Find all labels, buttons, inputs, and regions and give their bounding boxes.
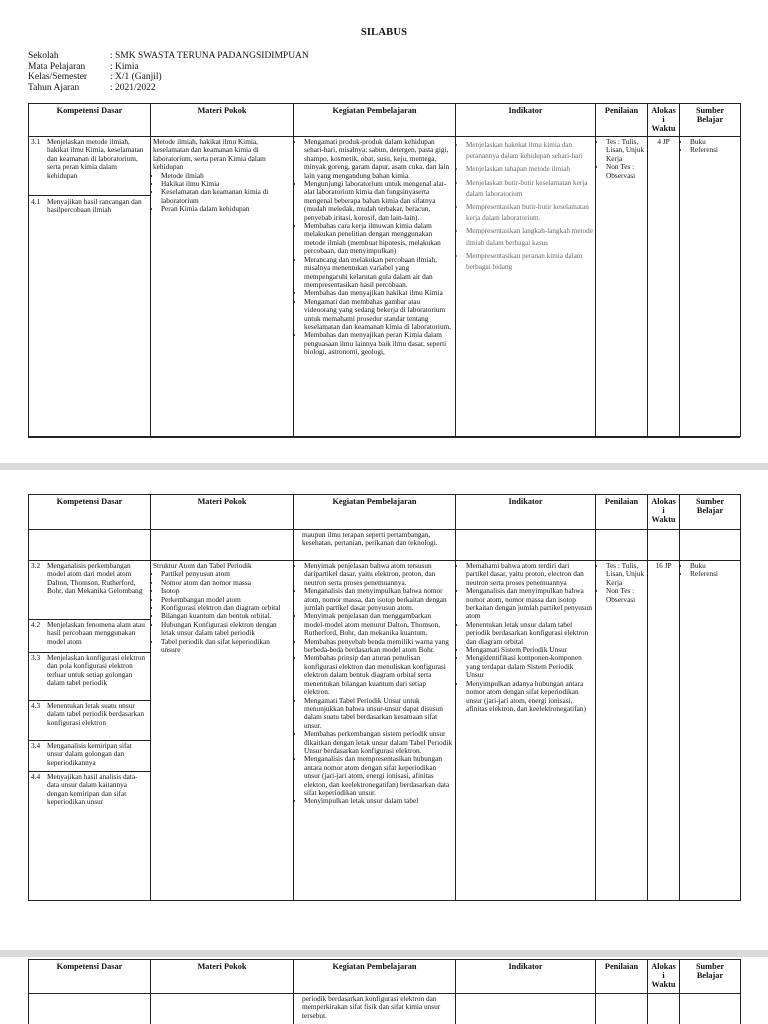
list-item: • Perkembangan model atom [161,596,291,604]
cell-alokasi-waktu: 16 JP [648,561,680,901]
cell-empty [648,994,680,1024]
list-item: • Tabel periodik dan sifat keperiodikan unsure [161,638,291,655]
cell-alokasi-waktu: 4 JP [648,137,680,437]
meta-label: Sekolah [28,51,59,61]
kd-text: Menentukan letak suatu unsur dalam tabel periodik berdasarkan konfigurasi elektron [47,701,145,727]
meta-value: : 2021/2022 [110,82,156,93]
kd-item [29,741,150,772]
header-kegiatan-pembelajaran: Kegiatan Pembelajaran [294,960,456,994]
list-item: • Isotop [161,587,291,595]
header-indikator: Indikator [456,960,596,994]
list-item: • Menyimpulkan adanya hubungan antara nomor atom dengan sifat keperiodikan unsur (jari-jari atom, energi ionisasi, afinitas elektron, dan keelektronegatifan) [466,680,593,714]
pen-list [598,562,645,604]
list-item: • Buku [690,562,738,570]
cell-empty [151,994,294,1024]
kd-number: 3.3 [31,653,41,662]
header-sumber-belajar: Sumber Belajar [680,495,741,530]
table-row [29,137,741,437]
cell-indikator [456,561,596,901]
kd-text: Menyajikan hasil analisis data-data unsur dalam kaitannya dengan kemiripan dan sifat keperiodikan unsur [47,772,138,807]
meta-value: : SMK SWASTA TERUNA PADANGSIDIMPUAN [110,51,309,61]
list-item: • Bilangan kuantum dan bentuk orbital. [161,612,291,620]
carryover-row [29,530,741,561]
page-1 [0,0,768,463]
header-alokasi-waktu: Alokas i Waktu [648,960,680,994]
header-kegiatan-pembelajaran: Kegiatan Pembelajaran [294,104,456,137]
header-indikator: Indikator [456,104,596,137]
mp-intro: Struktur Atom dan Tabel Periodik [153,561,252,570]
kd-number: 4.4 [31,772,41,781]
list-item: • Membahas dan menyajikan hakikat ilmu Kimia [304,289,453,297]
list-item: • Referensi [690,570,738,578]
sum-list [682,562,738,579]
header-kompetensi-dasar: Kompetensi Dasar [29,495,151,530]
meta-value: : X/1 (Ganjil) [110,72,162,82]
kd-text: Menyajikan hasil rancangan dan hasilpercobaan ilmiah [47,197,142,215]
mp-intro: Metode ilmiah, hakikat ilmu Kimia, keselamatan dan keamanan kimia di laboratorium, serta peran Kimia dalam kehidupan [153,137,266,172]
cell-empty [456,530,596,561]
list-item: • Menentukan letak unsur dalam tabel periodik berdasarkan konfigurasi elektron dan diagram orbital [466,621,593,646]
list-item: • Keselamatan dan keamanan kimia di laboratorium [161,188,291,205]
header-penilaian: Penilaian [596,104,648,137]
header-materi-pokok: Materi Pokok [151,495,294,530]
list-item: • Partikel penyusun atom [161,570,291,578]
cell-penilaian [596,137,648,437]
list-item: • Mempresentasikan butir-butir keselamatan kerja dalam laboratorium. [466,202,593,224]
list-item: • Membahas cara kerja ilmuwan kimia dalam melakukan penelitian dengan menggunakan metode ilmiah (membuat hipotesis, melakukan percobaan, dan menyimpulkan) [304,222,453,256]
table-bottom-rule [28,437,740,438]
kd-item [29,772,150,808]
header-materi-pokok: Materi Pokok [151,104,294,137]
cell-empty [648,530,680,561]
kd-text: Menganalisis perkembangan model atom dari model atom Dalton, Thomson, Rutherford, Bohr, dan Mekanika Gelombang [47,561,143,596]
kd-text: Menjelaskan fenomena alam atau hasil percobaan menggunakan model atom [47,620,145,646]
list-item: • Menyimak penjelasan bahwa atom tersusun daripartikel dasar, yaitu elektron, proton, dan neutron serta proses penemuannya. [304,562,453,587]
kd-text: Menganalisis kemiripan sifat unsur dalam golongan dan keperiodikannya [47,741,132,767]
header-kegiatan-pembelajaran: Kegiatan Pembelajaran [294,495,456,530]
list-item: • Peran Kimia dalam kehidupan [161,205,291,213]
list-item: • Membahas dan menyajikan peran Kimia dalam penguasaan ilmu lainnya baik ilmu dasar, seperti biologi, astronomi, geologi, [304,331,453,356]
syllabus-table-2 [28,494,741,901]
cell-empty [596,530,648,561]
list-item: • Referensi [690,146,738,154]
kd-item [29,653,150,701]
list-item: • Merancang dan melakukan percobaan ilmiah, misalnya menentukan variabel yang mempengaruhi kelarutan gula dalam air dan mempresentasikan hasil percobaan. [304,256,453,290]
kd-item [29,620,150,653]
list-item: • Membahas prinsip dan aturan penulisan konfigurasi elektron dan menuliskan konfigurasi elektron dalam bentuk diagram orbital serta menentukan bilangan kuantum dari setiap elektron. [304,654,453,696]
cell-materi-pokok [151,137,294,437]
cell-sumber-belajar [680,561,741,901]
cell-kompetensi-dasar [29,137,151,437]
table-header-row [29,495,741,530]
list-item: • Menjelaskan hakekat ilmu kimia dan peranannya dalam kehidupan sehari-hari [466,140,593,162]
list-item: • Nomor atom dan nomor massa [161,579,291,587]
kd-item [29,137,150,196]
table-row [29,561,741,901]
list-item: • Menganalisis dan menyimpulkan bahwa nomor atom, nomor massa dan isotop berkaitan dengan jumlah partikel penyusun atom [466,587,593,621]
cell-kegiatan-carryover: periodik berdasarkan konfigurasi elektron dan memperkirakan sifat fisik dan sifat kimia unsur tersebut. [294,994,456,1024]
list-item: • Hubungan Konfigurasi elektron dengan letak unsur dalam tabel periodik [161,621,291,638]
cell-sumber-belajar [680,137,741,437]
syllabus-table-3 [28,959,741,1024]
meta-value: : Kimia [110,61,139,72]
cell-empty [151,530,294,561]
list-item: • Menganalisis dan menyimpulkan bahwa nomor atom, nomor massa, dan isotop berkaitan dengan jumlah partikel dasar penyusun atom. [304,587,453,612]
page-2 [0,470,768,950]
cell-indikator [456,137,596,437]
mp-list [153,172,291,214]
meta-row-class [28,72,309,83]
header-kompetensi-dasar: Kompetensi Dasar [29,960,151,994]
kd-item [29,561,150,620]
list-item: • Mengamati Tabel Periodik Unsur untuk menunjukkan bahwa unsur-unsur dapat disusun dalam suatu tabel berdasarkan kesamaan sifat unsur. [304,697,453,731]
list-item: • Mengamati dan membahas gambar atau videoorang yang sedang bekerja di laboratorium untuk memahami prosedur standar tentang keselamatan dan keamanan kimia di laboratorium. [304,298,453,332]
meta-label: Tahun Ajaran [28,82,80,93]
kd-text: Menjelaskan konfigurasi elektron dan pola konfigurasi elektron terluar untuk setiap golongan dalam tabel periodik [47,653,146,688]
document-meta [28,51,309,93]
list-item: • Menyimpulkan letak unsur dalam tabel [304,797,453,805]
header-sumber-belajar: Sumber Belajar [680,104,741,137]
cell-materi-pokok [151,561,294,901]
kd-text: Menjelaskan metode ilmiah, hakikat ilmu Kimia, keselamatan dan keamanan di laboratorium, serta peran kimia dalam kehidupan [47,137,144,180]
list-item: • Menjelaskan tahapan metode ilmiah [466,164,593,175]
meta-label: Kelas/Semester [28,72,88,82]
cell-penilaian [596,561,648,901]
cell-empty [680,994,741,1024]
table-header-row [29,104,741,137]
list-item: • Non Tes : Observasi [606,163,645,180]
cell-empty [680,530,741,561]
cell-empty [596,994,648,1024]
list-item: • Metode ilmiah [161,172,291,180]
cell-kegiatan-pembelajaran [294,561,456,901]
cell-kompetensi-dasar [29,561,151,901]
list-item: • Tes : Tulis, Lisan, Unjuk Kerja [606,138,645,163]
list-item: • Tes : Tulis, Lisan, Unjuk Kerja [606,562,645,587]
header-indikator: Indikator [456,495,596,530]
cell-kegiatan-carryover: maupun ilmu terapan seperti pertambangan, kesehatan, pertanian, perikanan dan teknologi. [294,530,456,561]
mp-list [153,570,291,654]
header-penilaian: Penilaian [596,960,648,994]
list-item: • Membahas perkembangan sistem periodik unsur dikaitkan dengan letak unsur dalam Tabel Periodik Unsur berdasarkan konfigurasi elektron. [304,730,453,755]
list-item: • Non Tes : Observasi [606,587,645,604]
list-item: • Menganalisis dan mempresentasikan hubungan antara nomor atom dengan sifat keperiodikan unsur (jari-jari atom, energi ionisasi, afinitas elekton, dan keelektronegatifan) berdasarkan data sifat keperiodikan unsur. [304,755,453,797]
list-item: • Memahami bahwa atom terdiri dari partikel dasar, yaitu proton, electron dan neutron serta proses penemuannya [466,562,593,587]
ind-list [458,562,593,713]
sum-list [682,138,738,155]
header-alokasi-waktu: Alokas i Waktu [648,495,680,530]
list-item: • Menyimak penjelasan dan menggambarkan model-model atom menurut Dalton, Thomson, Rutherford, Bohr, dan mekanika kuantum. [304,612,453,637]
kd-item [29,701,150,741]
page-3 [0,957,768,1024]
kd-number: 4.3 [31,701,41,710]
cell-empty [456,994,596,1024]
table-header-row [29,960,741,994]
header-penilaian: Penilaian [596,495,648,530]
cell-empty [29,994,151,1024]
document-title: SILABUS [360,27,408,38]
list-item: • Mempresentasikan peranan kimia dalam berbagai bidang [466,251,593,273]
header-materi-pokok: Materi Pokok [151,960,294,994]
list-item: • Buku [690,138,738,146]
kp-list [296,138,453,357]
kd-number: 4.1 [31,197,41,206]
list-item: • Membahas penyebab benda memiliki warna yang berbeda-beda berdasarkan model atom Bohr. [304,638,453,655]
list-item: • Mengunjungi laboratorium untuk mengenal alat-alat laboratorium kimia dan fungsinyaserta mengenal beberapa bahan kimia dan sifatnya (mudah meledak, mudah terbakar, beracun, penyebab iritasi, korosif, dan lain-lain). [304,180,453,222]
cell-empty [29,530,151,561]
kd-number: 3.1 [31,137,41,146]
list-item: • Mengamati produk-produk dalam kehidupan sehari-hari, misalnya: sabun, detergen, pasta gigi, shampo, kosmetik, obat, susu, keju, mentega, minyak goreng, garam dapur, asam cuka, dan lain lain yang mengandung bahan kimia. [304,138,453,180]
meta-row-school [28,51,309,62]
meta-row-subject [28,62,309,73]
meta-row-year [28,83,309,94]
list-item: • Mengidentifikasi komponen-komponen yang terdapat dalam Sistem Periodik Unsur [466,654,593,679]
kd-number: 3.4 [31,741,41,750]
list-item: • Menjelaskan butir-butir keselamatan kerja dalam laboratorium [466,178,593,200]
kp-list [296,562,453,806]
kd-number: 3.2 [31,561,41,570]
pen-list [598,138,645,180]
list-item: • Mempresentasikan langkah-langkah metode ilmiah dalam berbagai kasus [466,226,593,248]
meta-label: Mata Pelajaran [28,61,86,72]
header-alokasi-waktu: Alokas i Waktu [648,104,680,137]
header-kompetensi-dasar: Kompetensi Dasar [29,104,151,137]
ind-list [458,138,593,273]
kd-item [29,196,150,217]
syllabus-table-1 [28,103,741,437]
list-item: • Mengamati Sistem Periodik Unsur [466,646,593,654]
list-item: • Konfigurasi elektron dan diagram orbital [161,604,291,612]
cell-kegiatan-pembelajaran [294,137,456,437]
kd-number: 4.2 [31,620,41,629]
carryover-row [29,994,741,1024]
list-item: • Hakikat ilmu Kimia [161,180,291,188]
header-sumber-belajar: Sumber Belajar [680,960,741,994]
